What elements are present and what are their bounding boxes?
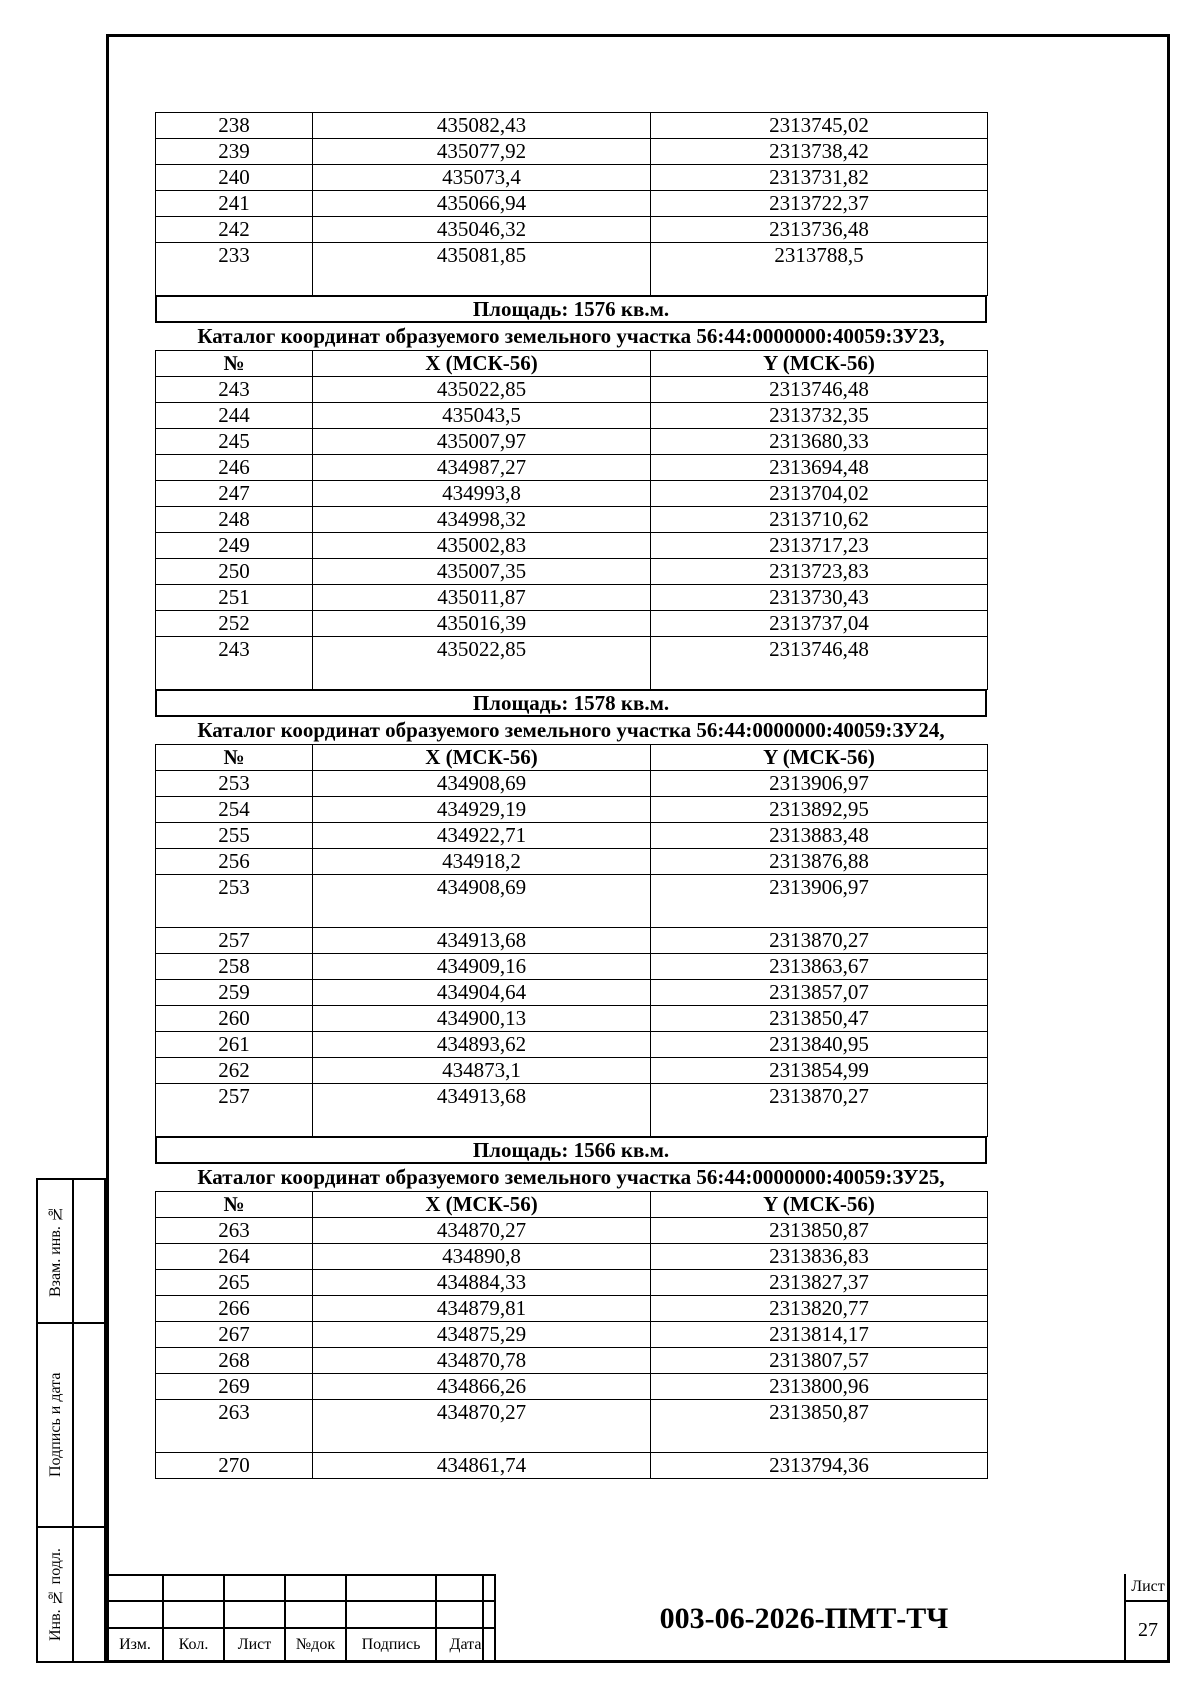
point-number: 254	[156, 797, 313, 823]
y-coordinate: 2313876,88	[651, 849, 988, 875]
point-number: 270	[156, 1453, 313, 1479]
y-coordinate: 2313788,5	[651, 243, 988, 296]
point-number: 261	[156, 1032, 313, 1058]
table-row	[156, 165, 988, 191]
x-coordinate: 434870,78	[313, 1348, 651, 1374]
y-coordinate: 2313717,23	[651, 533, 988, 559]
table-row	[156, 1322, 988, 1348]
y-coordinate: 2313906,97	[651, 875, 988, 928]
table-row	[156, 849, 988, 875]
x-coordinate: 434908,69	[313, 771, 651, 797]
point-number: 250	[156, 559, 313, 585]
x-coordinate: 435007,35	[313, 559, 651, 585]
title-block	[106, 1574, 1170, 1663]
side-field-podpis	[36, 1322, 106, 1528]
column-header: X (МСК-56)	[313, 351, 651, 377]
point-number: 233	[156, 243, 313, 296]
table-row	[156, 377, 988, 403]
y-coordinate: 2313836,83	[651, 1244, 988, 1270]
point-number: 241	[156, 191, 313, 217]
point-number: 264	[156, 1244, 313, 1270]
y-coordinate: 2313854,99	[651, 1058, 988, 1084]
coord-table-zu23	[155, 350, 988, 690]
x-coordinate: 435066,94	[313, 191, 651, 217]
table-row	[156, 533, 988, 559]
table-row	[156, 1058, 988, 1084]
x-coordinate: 435073,4	[313, 165, 651, 191]
y-coordinate: 2313883,48	[651, 823, 988, 849]
point-number: 263	[156, 1218, 313, 1244]
y-coordinate: 2313863,67	[651, 954, 988, 980]
table-row	[156, 1244, 988, 1270]
table-row	[156, 507, 988, 533]
y-coordinate: 2313870,27	[651, 1084, 988, 1137]
table-row	[156, 1374, 988, 1400]
point-number: 267	[156, 1322, 313, 1348]
table-row	[156, 797, 988, 823]
x-coordinate: 435043,5	[313, 403, 651, 429]
x-coordinate: 435007,97	[313, 429, 651, 455]
x-coordinate: 435016,39	[313, 611, 651, 637]
table-row	[156, 585, 988, 611]
table-row	[156, 1032, 988, 1058]
x-coordinate: 434909,16	[313, 954, 651, 980]
point-number: 251	[156, 585, 313, 611]
table-row	[156, 1084, 988, 1137]
point-number: 258	[156, 954, 313, 980]
point-number: 265	[156, 1270, 313, 1296]
column-header: X (МСК-56)	[313, 1192, 651, 1218]
point-number: 266	[156, 1296, 313, 1322]
column-header: X (МСК-56)	[313, 745, 651, 771]
x-coordinate: 434861,74	[313, 1453, 651, 1479]
y-coordinate: 2313710,62	[651, 507, 988, 533]
table-row	[156, 1218, 988, 1244]
y-coordinate: 2313723,83	[651, 559, 988, 585]
x-coordinate: 434913,68	[313, 928, 651, 954]
catalog-title: Каталог координат образуемого земельного участка 56:44:0000000:40059:ЗУ25,	[197, 1165, 945, 1189]
point-number: 257	[156, 928, 313, 954]
side-label-podpis: Подпись и дата	[47, 1372, 64, 1478]
sheet-label: Лист	[1126, 1574, 1170, 1602]
x-coordinate: 435081,85	[313, 243, 651, 296]
point-number: 245	[156, 429, 313, 455]
area-label: Площадь: 1566 кв.м.	[155, 1137, 987, 1164]
column-header: №	[156, 745, 313, 771]
x-coordinate: 434870,27	[313, 1218, 651, 1244]
point-number: 240	[156, 165, 313, 191]
table-row	[156, 1400, 988, 1453]
coord-table-zu25	[155, 1191, 988, 1479]
column-header: Y (МСК-56)	[651, 1192, 988, 1218]
point-number: 259	[156, 980, 313, 1006]
table-row	[156, 928, 988, 954]
point-number: 243	[156, 377, 313, 403]
revision-table	[106, 1574, 496, 1663]
column-header: Y (МСК-56)	[651, 351, 988, 377]
table-row	[156, 139, 988, 165]
y-coordinate: 2313704,02	[651, 481, 988, 507]
x-coordinate: 434870,27	[313, 1400, 651, 1453]
document-code: 003-06-2026-ПМТ-ТЧ	[482, 1574, 1124, 1663]
point-number: 262	[156, 1058, 313, 1084]
sheet-number: 27	[1138, 1619, 1158, 1641]
y-coordinate: 2313840,95	[651, 1032, 988, 1058]
point-number: 269	[156, 1374, 313, 1400]
x-coordinate: 435077,92	[313, 139, 651, 165]
x-coordinate: 434890,8	[313, 1244, 651, 1270]
point-number: 243	[156, 637, 313, 690]
y-coordinate: 2313745,02	[651, 113, 988, 139]
y-coordinate: 2313722,37	[651, 191, 988, 217]
x-coordinate: 434908,69	[313, 875, 651, 928]
y-coordinate: 2313746,48	[651, 637, 988, 690]
table-row	[156, 875, 988, 928]
point-number: 253	[156, 875, 313, 928]
x-coordinate: 434893,62	[313, 1032, 651, 1058]
x-coordinate: 434884,33	[313, 1270, 651, 1296]
column-header: №	[156, 351, 313, 377]
table-row	[156, 1296, 988, 1322]
x-coordinate: 434866,26	[313, 1374, 651, 1400]
y-coordinate: 2313850,87	[651, 1218, 988, 1244]
table-row	[156, 403, 988, 429]
point-number: 239	[156, 139, 313, 165]
x-coordinate: 435011,87	[313, 585, 651, 611]
coord-table-zu24	[155, 744, 988, 1137]
side-label-inv: Инв. № подл.	[47, 1548, 64, 1641]
y-coordinate: 2313730,43	[651, 585, 988, 611]
table-row	[156, 113, 988, 139]
table-row	[156, 217, 988, 243]
coord-table-continuation	[155, 112, 988, 296]
table-row	[156, 1453, 988, 1479]
x-coordinate: 434998,32	[313, 507, 651, 533]
y-coordinate: 2313870,27	[651, 928, 988, 954]
col-izm: Изм.	[107, 1628, 163, 1662]
table-row	[156, 611, 988, 637]
table-header-row	[156, 745, 988, 771]
y-coordinate: 2313814,17	[651, 1322, 988, 1348]
y-coordinate: 2313738,42	[651, 139, 988, 165]
table-row	[156, 559, 988, 585]
table-row	[156, 1348, 988, 1374]
point-number: 253	[156, 771, 313, 797]
point-number: 242	[156, 217, 313, 243]
column-header: №	[156, 1192, 313, 1218]
table-row	[156, 637, 988, 690]
x-coordinate: 434900,13	[313, 1006, 651, 1032]
catalog-title: Каталог координат образуемого земельного участка 56:44:0000000:40059:ЗУ23,	[197, 324, 945, 348]
side-label-vzam: Взам. инв. №	[47, 1205, 64, 1297]
table-row	[156, 980, 988, 1006]
y-coordinate: 2313800,96	[651, 1374, 988, 1400]
table-row	[156, 1006, 988, 1032]
y-coordinate: 2313850,87	[651, 1400, 988, 1453]
table-row	[156, 455, 988, 481]
area-label: Площадь: 1578 кв.м.	[155, 690, 987, 717]
x-coordinate: 435022,85	[313, 637, 651, 690]
x-coordinate: 435046,32	[313, 217, 651, 243]
col-kol: Кол.	[163, 1628, 224, 1662]
column-header: Y (МСК-56)	[651, 745, 988, 771]
y-coordinate: 2313746,48	[651, 377, 988, 403]
point-number: 257	[156, 1084, 313, 1137]
y-coordinate: 2313694,48	[651, 455, 988, 481]
y-coordinate: 2313820,77	[651, 1296, 988, 1322]
point-number: 244	[156, 403, 313, 429]
y-coordinate: 2313737,04	[651, 611, 988, 637]
col-list: Лист	[224, 1628, 285, 1662]
y-coordinate: 2313857,07	[651, 980, 988, 1006]
point-number: 255	[156, 823, 313, 849]
table-header-row	[156, 1192, 988, 1218]
table-row	[156, 243, 988, 296]
y-coordinate: 2313892,95	[651, 797, 988, 823]
y-coordinate: 2313906,97	[651, 771, 988, 797]
point-number: 248	[156, 507, 313, 533]
x-coordinate: 434873,1	[313, 1058, 651, 1084]
x-coordinate: 434904,64	[313, 980, 651, 1006]
x-coordinate: 434918,2	[313, 849, 651, 875]
y-coordinate: 2313736,48	[651, 217, 988, 243]
area-label: Площадь: 1576 кв.м.	[155, 296, 987, 323]
y-coordinate: 2313732,35	[651, 403, 988, 429]
table-row	[156, 823, 988, 849]
x-coordinate: 434987,27	[313, 455, 651, 481]
point-number: 238	[156, 113, 313, 139]
point-number: 247	[156, 481, 313, 507]
point-number: 263	[156, 1400, 313, 1453]
x-coordinate: 434993,8	[313, 481, 651, 507]
y-coordinate: 2313827,37	[651, 1270, 988, 1296]
table-row	[156, 1270, 988, 1296]
x-coordinate: 434913,68	[313, 1084, 651, 1137]
x-coordinate: 434875,29	[313, 1322, 651, 1348]
col-ndok: №док	[285, 1628, 346, 1662]
table-row	[156, 481, 988, 507]
point-number: 249	[156, 533, 313, 559]
x-coordinate: 434922,71	[313, 823, 651, 849]
side-field-vzam	[36, 1178, 106, 1324]
document-content	[155, 112, 987, 1479]
y-coordinate: 2313794,36	[651, 1453, 988, 1479]
col-podpis: Подпись	[346, 1628, 436, 1662]
y-coordinate: 2313850,47	[651, 1006, 988, 1032]
x-coordinate: 434929,19	[313, 797, 651, 823]
sheet-box	[1124, 1574, 1170, 1663]
x-coordinate: 434879,81	[313, 1296, 651, 1322]
point-number: 268	[156, 1348, 313, 1374]
table-header-row	[156, 351, 988, 377]
point-number: 260	[156, 1006, 313, 1032]
x-coordinate: 435082,43	[313, 113, 651, 139]
col-data: Дата	[436, 1628, 495, 1662]
table-row	[156, 771, 988, 797]
y-coordinate: 2313807,57	[651, 1348, 988, 1374]
x-coordinate: 435022,85	[313, 377, 651, 403]
x-coordinate: 435002,83	[313, 533, 651, 559]
table-row	[156, 429, 988, 455]
point-number: 256	[156, 849, 313, 875]
side-field-inv	[36, 1526, 106, 1663]
catalog-title: Каталог координат образуемого земельного участка 56:44:0000000:40059:ЗУ24,	[197, 718, 945, 742]
table-row	[156, 191, 988, 217]
table-row	[156, 954, 988, 980]
y-coordinate: 2313680,33	[651, 429, 988, 455]
point-number: 252	[156, 611, 313, 637]
point-number: 246	[156, 455, 313, 481]
y-coordinate: 2313731,82	[651, 165, 988, 191]
